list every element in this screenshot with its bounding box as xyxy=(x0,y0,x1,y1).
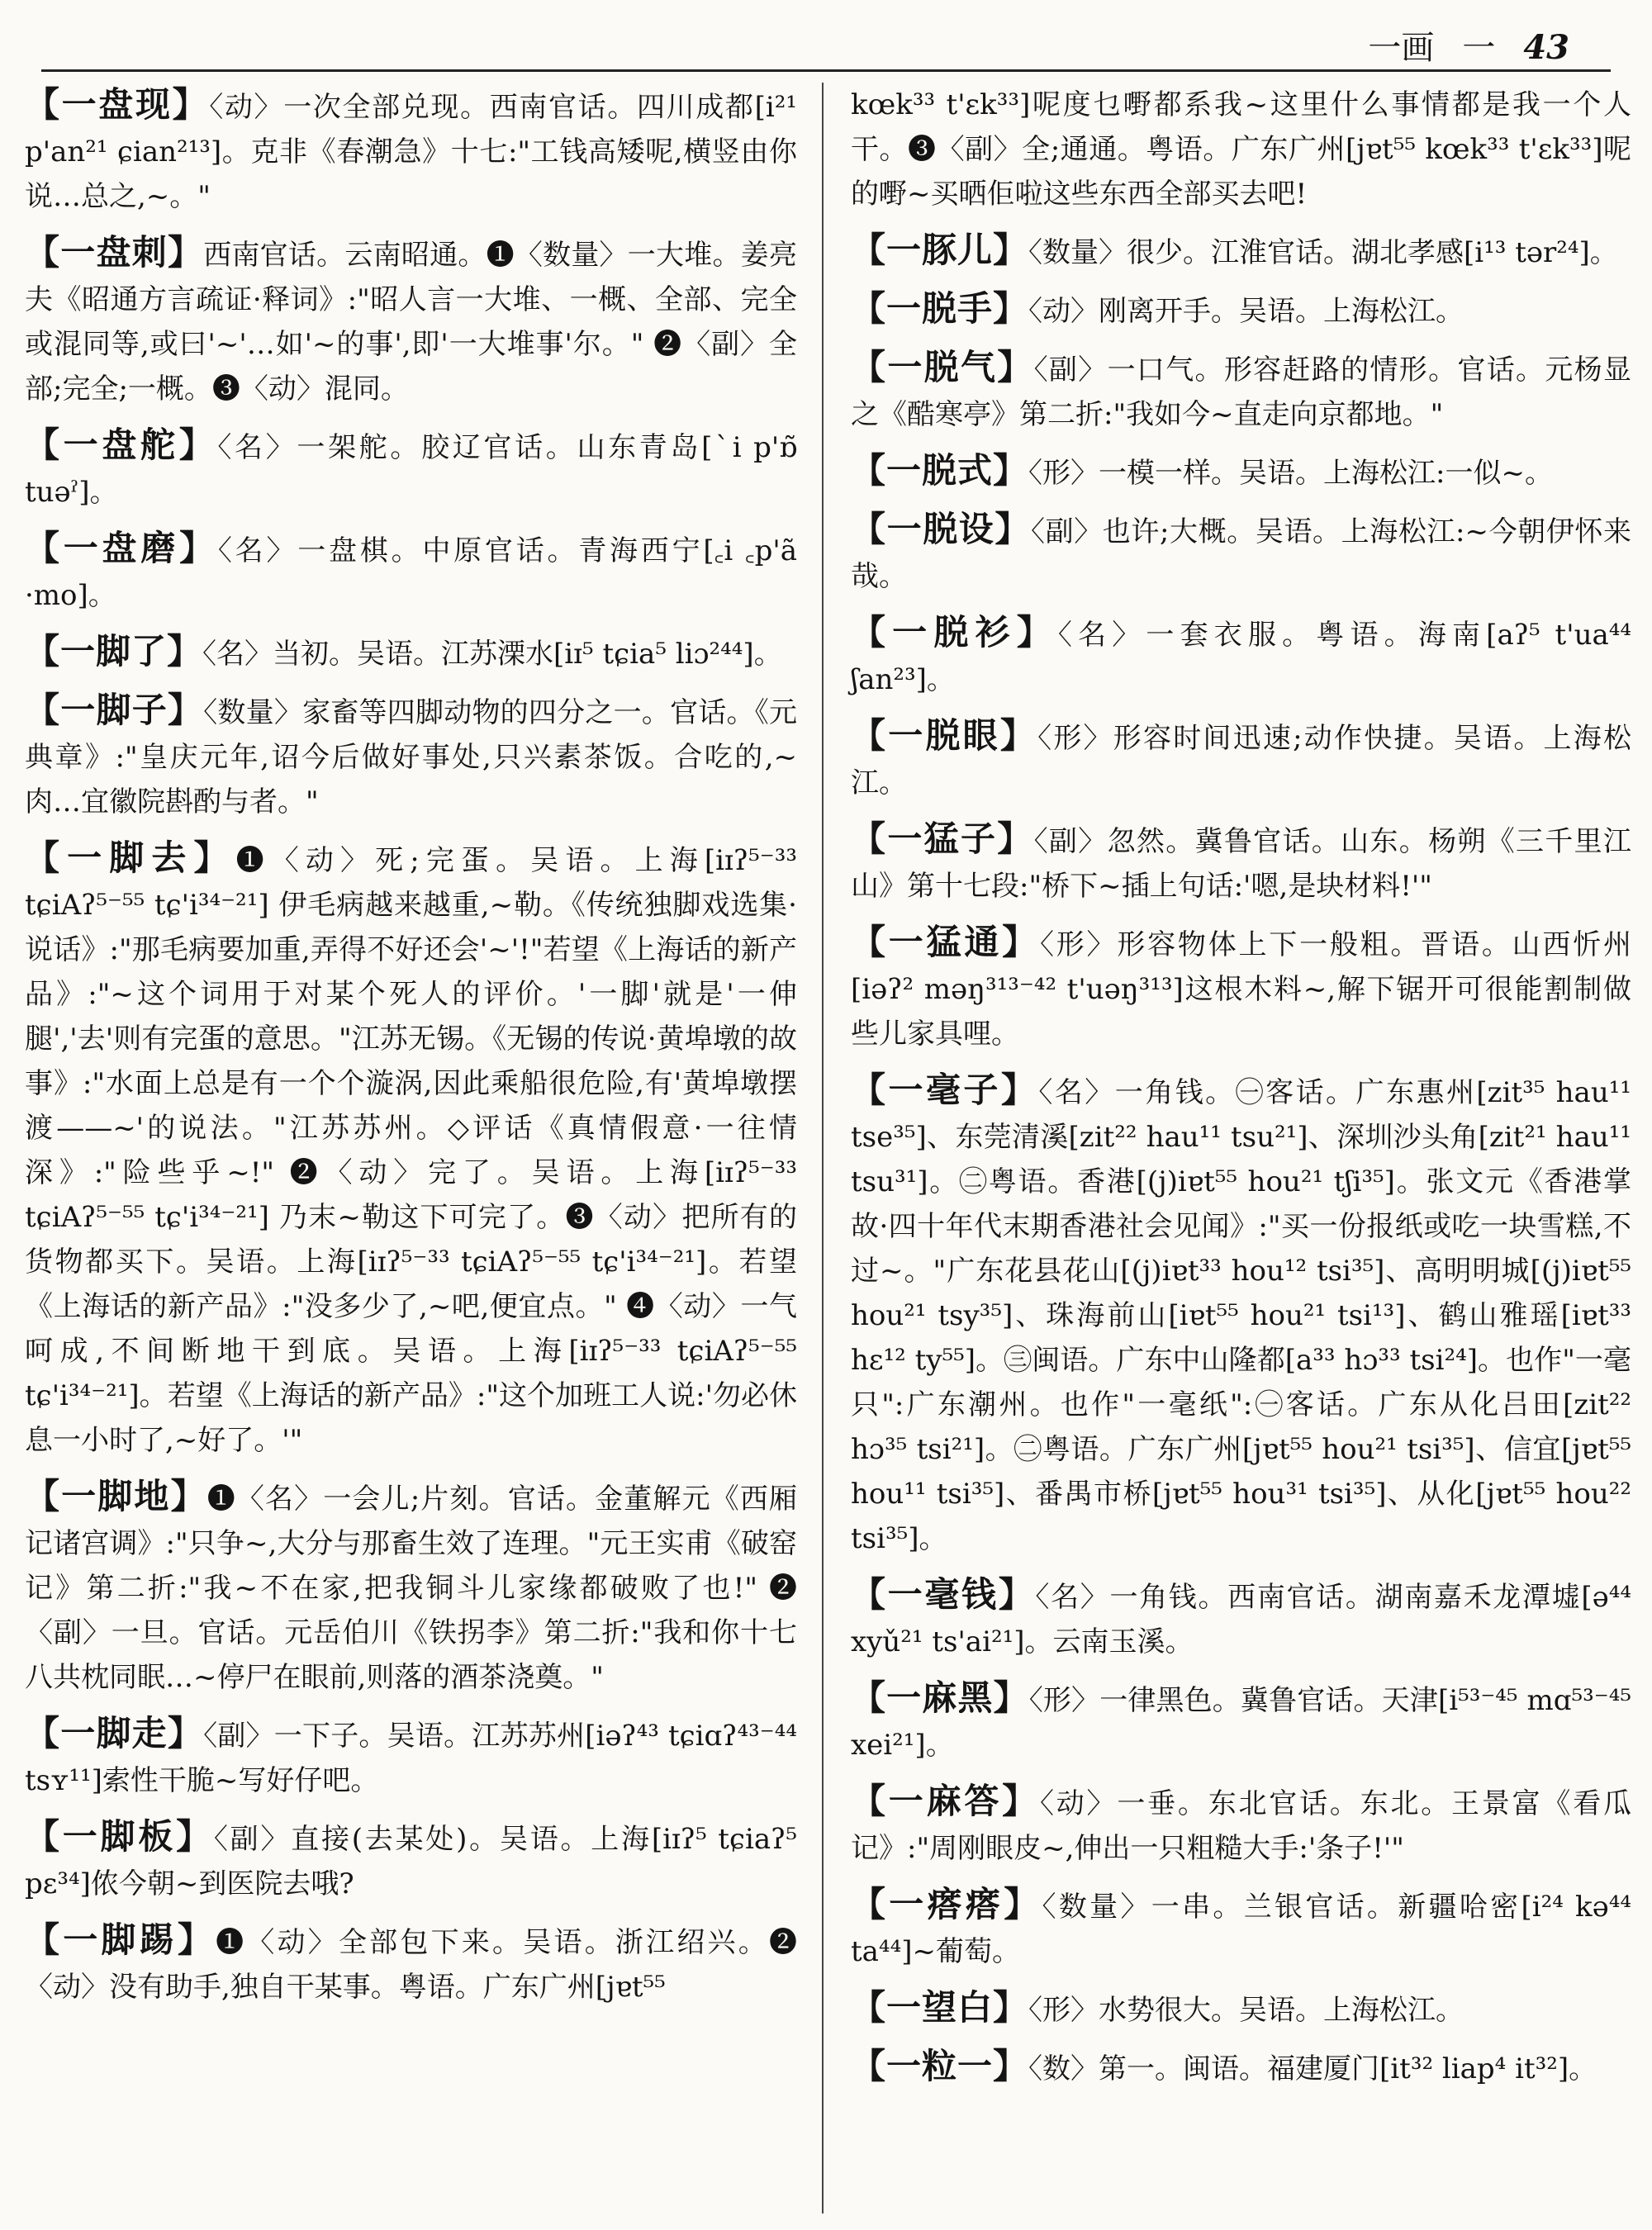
entry-definition: 西南官话。云南昭通。❶〈数量〉一大堆。姜亮夫《昭通方言疏证·释词》:"昭人言一大堆、一概、全部、完全或混同等,或曰'~'…如'~的事',即'一大堆事'尔。" ❷〈副〉全部;完全;一概。❸〈动〉混同。 xyxy=(25,239,797,406)
entry-definition: kœk³³ t'ɛk³³]呢度乜嘢都系我~这里什么事情都是我一个人干。❸〈副〉全;通通。粤语。广东广州[jɐt⁵⁵ kœk³³ t'ɛk³³]呢的嘢~买晒佢啦这些东西全部买去吧! xyxy=(851,88,1631,211)
entry-headword: 【一粒一】 xyxy=(851,2046,1029,2086)
entry-definition: 〈形〉一律黑色。冀鲁官话。天津[i⁵³⁻⁴⁵ mɑ⁵³⁻⁴⁵ xei²¹]。 xyxy=(851,1684,1631,1762)
entry-headword: 【一毫子】 xyxy=(851,1070,1039,1110)
dictionary-entry xyxy=(851,1573,1631,1664)
dictionary-entry xyxy=(851,1676,1631,1767)
entry-definition: ❶〈名〉一会儿;片刻。官话。金董解元《西厢记诸宫调》:"只争~,大分与那畜生效了连理。"元王实甫《破窑记》第二折:"我~不在家,把我铜斗儿家缘都破败了也!" ❷〈副〉一旦。官话。元岳伯川《铁拐李》第二折:"我和你十七八共枕同眠…~停尸在眼前,则落的酒茶浇奠。" xyxy=(25,1483,797,1694)
entry-headword: 【一盘刺】 xyxy=(25,232,204,273)
entry-headword: 【一盘磨】 xyxy=(25,528,218,568)
entry-definition: 〈名〉当初。吴语。江苏溧水[iɪ⁵ tɕia⁵ liɔ²⁴⁴]。 xyxy=(202,638,782,671)
dictionary-entry xyxy=(851,1068,1631,1561)
entry-headword: 【一脱衫】 xyxy=(851,612,1058,652)
entry-definition: 〈数量〉一串。兰银官话。新疆哈密[i²⁴ kə⁴⁴ ta⁴⁴]~葡萄。 xyxy=(851,1891,1631,1968)
entry-definition: 〈名〉一架舵。胶辽官话。山东青岛[ˋi p'ɒ̃ tuəˀ]。 xyxy=(25,431,797,509)
page-number: 43 xyxy=(1523,28,1569,67)
dictionary-entry xyxy=(851,228,1631,275)
left-column xyxy=(25,83,797,2213)
entry-definition: 〈数〉第一。闽语。福建厦门[it³² liap⁴ it³²]。 xyxy=(1028,2052,1597,2085)
entry-headword: 【一脱设】 xyxy=(851,509,1031,549)
entry-definition: 〈动〉一次全部兑现。西南官话。四川成都[i²¹ p'an²¹ ɕian²¹³]。克非《春潮急》十七:"工钱高矮呢,横竖由你说…总之,~。" xyxy=(25,91,797,213)
entry-definition: 〈名〉一套衣服。粤语。海南[aʔ⁵ t'ua⁴⁴ ʃan²³]。 xyxy=(851,619,1631,696)
entry-definition: 〈副〉也许;大概。吴语。上海松江:~今朝伊怀来哉。 xyxy=(851,515,1631,593)
entry-headword: 【一脚走】 xyxy=(25,1713,204,1753)
entry-headword: 【一脱手】 xyxy=(851,288,1029,329)
entry-definition: 〈形〉水势很大。吴语。上海松江。 xyxy=(1028,1994,1464,2027)
dictionary-entry xyxy=(851,507,1631,599)
entry-headword: 【一脚板】 xyxy=(25,1816,214,1857)
dictionary-entry xyxy=(25,1711,797,1803)
dictionary-entry xyxy=(25,1918,797,2009)
dictionary-entry xyxy=(25,230,797,411)
entry-definition: 〈形〉形容时间迅速;动作快捷。吴语。上海松江。 xyxy=(851,722,1631,799)
entry-headword: 【一猛子】 xyxy=(851,818,1034,859)
dictionary-entry xyxy=(851,714,1631,805)
header-rule xyxy=(41,69,1611,72)
entry-definition: 〈名〉一角钱。西南官话。湖南嘉禾龙潭墟[ə⁴⁴ xyǔ²¹ ts'ai²¹]。云南玉溪。 xyxy=(851,1581,1631,1658)
section-label: 一画 xyxy=(1368,29,1435,67)
entry-definition: 〈名〉一角钱。㊀客话。广东惠州[zit³⁵ hau¹¹ tse³⁵]、东莞清溪[zit²² hau¹¹ tsu²¹]、深圳沙头角[zit²¹ hau¹¹ tsu³¹]。㊁粤语。香港[(j)iɐt⁵⁵ hou²¹ tʃi³⁵]。张文元《香港掌故·四十年代末期香港社会见闻》:"买一份报纸或吃一块雪糕,不过~。"广东花县花山[(j)iɐt³³ hou¹² tsi³⁵]、高明明城[(j)iɐt⁵⁵ hou²¹ tsy³⁵]、珠海前山[iɐt⁵⁵ hou²¹ tsi¹³]、鹤山雅瑶[iɐt³³ hɛ¹² ty⁵⁵]。㊂闽语。广东中山隆都[a³³ hɔ³³ tsi²⁴]。也作"一毫只":广东潮州。也作"一毫纸":㊀客话。广东从化吕田[zit²² hɔ³⁵ tsi²¹]。㊁粤语。广东广州[jɐt⁵⁵ hou²¹ tsi³⁵]、信宜[jɐt⁵⁵ hou¹¹ tsi³⁵]、番禺市桥[jɐt⁵⁵ hou³¹ tsi³⁵]、从化[jɐt⁵⁵ hou²² tsi³⁵]。 xyxy=(851,1076,1631,1555)
dictionary-entry xyxy=(851,1779,1631,1871)
entry-headword: 【一盘舵】 xyxy=(25,425,218,465)
entry-headword: 【一麻黑】 xyxy=(851,1677,1029,1718)
entry-definition: ❶〈动〉全部包下来。吴语。浙江绍兴。❷〈动〉没有助手,独自干某事。粤语。广东广州[jɐt⁵⁵ xyxy=(25,1926,797,2004)
entry-headword: 【一毫钱】 xyxy=(851,1574,1036,1615)
dictionary-entry xyxy=(851,345,1631,437)
entry-headword: 【一盘现】 xyxy=(25,84,210,125)
entry-definition: 〈副〉忽然。冀鲁官话。山东。杨朔《三千里江山》第十七段:"桥下~插上句话:'嗯,是块材料!'" xyxy=(851,825,1631,903)
entry-headword: 【一脚了】 xyxy=(25,631,203,671)
dictionary-entry xyxy=(25,83,797,219)
dictionary-entry xyxy=(25,526,797,618)
entry-headword: 【一脱眼】 xyxy=(851,715,1038,756)
dictionary-entry xyxy=(851,817,1631,909)
entry-definition: 〈形〉形容物体上下一般粗。晋语。山西忻州[iəʔ² məŋ³¹³⁻⁴² t'uəŋ³¹³]这根木料~,解下锯开可很能割制做些儿家具哩。 xyxy=(851,928,1631,1051)
entry-headword: 【一猛通】 xyxy=(851,922,1040,962)
dictionary-entry xyxy=(851,83,1631,216)
entry-headword: 【一望白】 xyxy=(851,1987,1029,2028)
dictionary-entry xyxy=(25,1815,797,1906)
column-divider xyxy=(822,83,824,2213)
entry-headword: 【一脚子】 xyxy=(25,690,204,730)
entry-headword: 【一麻答】 xyxy=(851,1781,1040,1821)
dictionary-entry xyxy=(851,1882,1631,1974)
entry-headword: 【一瘩瘩】 xyxy=(851,1884,1042,1924)
dictionary-entry xyxy=(851,448,1631,496)
dictionary-entry xyxy=(25,836,797,1463)
dictionary-entry xyxy=(851,610,1631,702)
entry-headword: 【一脱式】 xyxy=(851,450,1029,491)
dictionary-entry xyxy=(851,287,1631,334)
section-character: 一 xyxy=(1462,29,1496,67)
entry-definition: 〈副〉直接(去某处)。吴语。上海[iɪʔ⁵ tɕiaʔ⁵ pɛ³⁴]侬今朝~到医院去哦? xyxy=(25,1823,797,1900)
entry-definition: 〈动〉刚离开手。吴语。上海松江。 xyxy=(1028,295,1464,328)
entry-headword: 【一脚地】 xyxy=(25,1476,207,1516)
right-column xyxy=(851,83,1631,2213)
entry-definition: 〈名〉一盘棋。中原官话。青海西宁[꜀i ꜀p'ã ·mo]。 xyxy=(25,534,797,612)
entry-definition: 〈形〉一模一样。吴语。上海松江:一似~。 xyxy=(1028,457,1553,490)
dictionary-entry xyxy=(25,1474,797,1700)
entry-headword: 【一脚去】 xyxy=(25,837,236,878)
dictionary-entry xyxy=(851,1986,1631,2033)
page-header xyxy=(50,15,1602,67)
entry-headword: 【一豚儿】 xyxy=(851,230,1029,270)
entry-definition: 〈副〉一下子。吴语。江苏苏州[iəʔ⁴³ tɕiɑʔ⁴³⁻⁴⁴ tsʏ¹¹]索性干脆~写好仔吧。 xyxy=(25,1720,797,1797)
entry-headword: 【一脚踢】 xyxy=(25,1919,216,1960)
entry-definition: 〈副〉一口气。形容赶路的情形。官话。元杨显之《酷寒亭》第二折:"我如今~直走向京都地。" xyxy=(851,353,1631,431)
dictionary-entry xyxy=(25,423,797,515)
dictionary-entry xyxy=(25,688,797,824)
dictionary-entry xyxy=(851,2044,1631,2091)
entry-definition: 〈数量〉很少。江淮官话。湖北孝感[i¹³ tər²⁴]。 xyxy=(1028,236,1618,269)
entry-definition: ❶〈动〉死;完蛋。吴语。上海[iɪʔ⁵⁻³³ tɕiAʔ⁵⁻⁵⁵ tɕ'i³⁴⁻²¹] 伊毛病越来越重,~勒。《传统独脚戏选集·说话》:"那毛病要加重,弄得不好还会'~'!"若望《上海话的新产品》:"~这个词用于对某个死人的评价。'一脚'就是'一伸腿','去'则有完蛋的意思。"江苏无锡。《无锡的传说·黄埠墩的故事》:"水面上总是有一个个漩涡,因此乘船很危险,有'黄埠墩摆渡——~'的说法。"江苏苏州。◇评话《真情假意·一往情深》:"险些乎~!" ❷〈动〉完了。吴语。上海[iɪʔ⁵⁻³³ tɕiAʔ⁵⁻⁵⁵ tɕ'i³⁴⁻²¹] 乃末~勒这下可完了。❸〈动〉把所有的货物都买下。吴语。上海[iɪʔ⁵⁻³³ tɕiAʔ⁵⁻⁵⁵ tɕ'i³⁴⁻²¹]。若望《上海话的新产品》:"没多少了,~吧,便宜点。" ❹〈动〉一气呵成,不间断地干到底。吴语。上海[iɪʔ⁵⁻³³ tɕiAʔ⁵⁻⁵⁵ tɕ'i³⁴⁻²¹]。若望《上海话的新产品》:"这个加班工人说:'勿必休息一小时了,~好了。'" xyxy=(25,844,797,1457)
dictionary-entry xyxy=(25,629,797,676)
dictionary-entry xyxy=(851,920,1631,1056)
entry-definition: 〈数量〉家畜等四脚动物的四分之一。官话。《元典章》:"皇庆元年,诏今后做好事处,只兴素茶饭。合吃的,~肉…宜徽院斟酌与者。" xyxy=(25,696,797,818)
entry-definition: 〈动〉一垂。东北官话。东北。王景富《看瓜记》:"周刚眼皮~,伸出一只粗糙大手:'条子!'" xyxy=(851,1787,1631,1865)
entry-headword: 【一脱气】 xyxy=(851,347,1034,387)
